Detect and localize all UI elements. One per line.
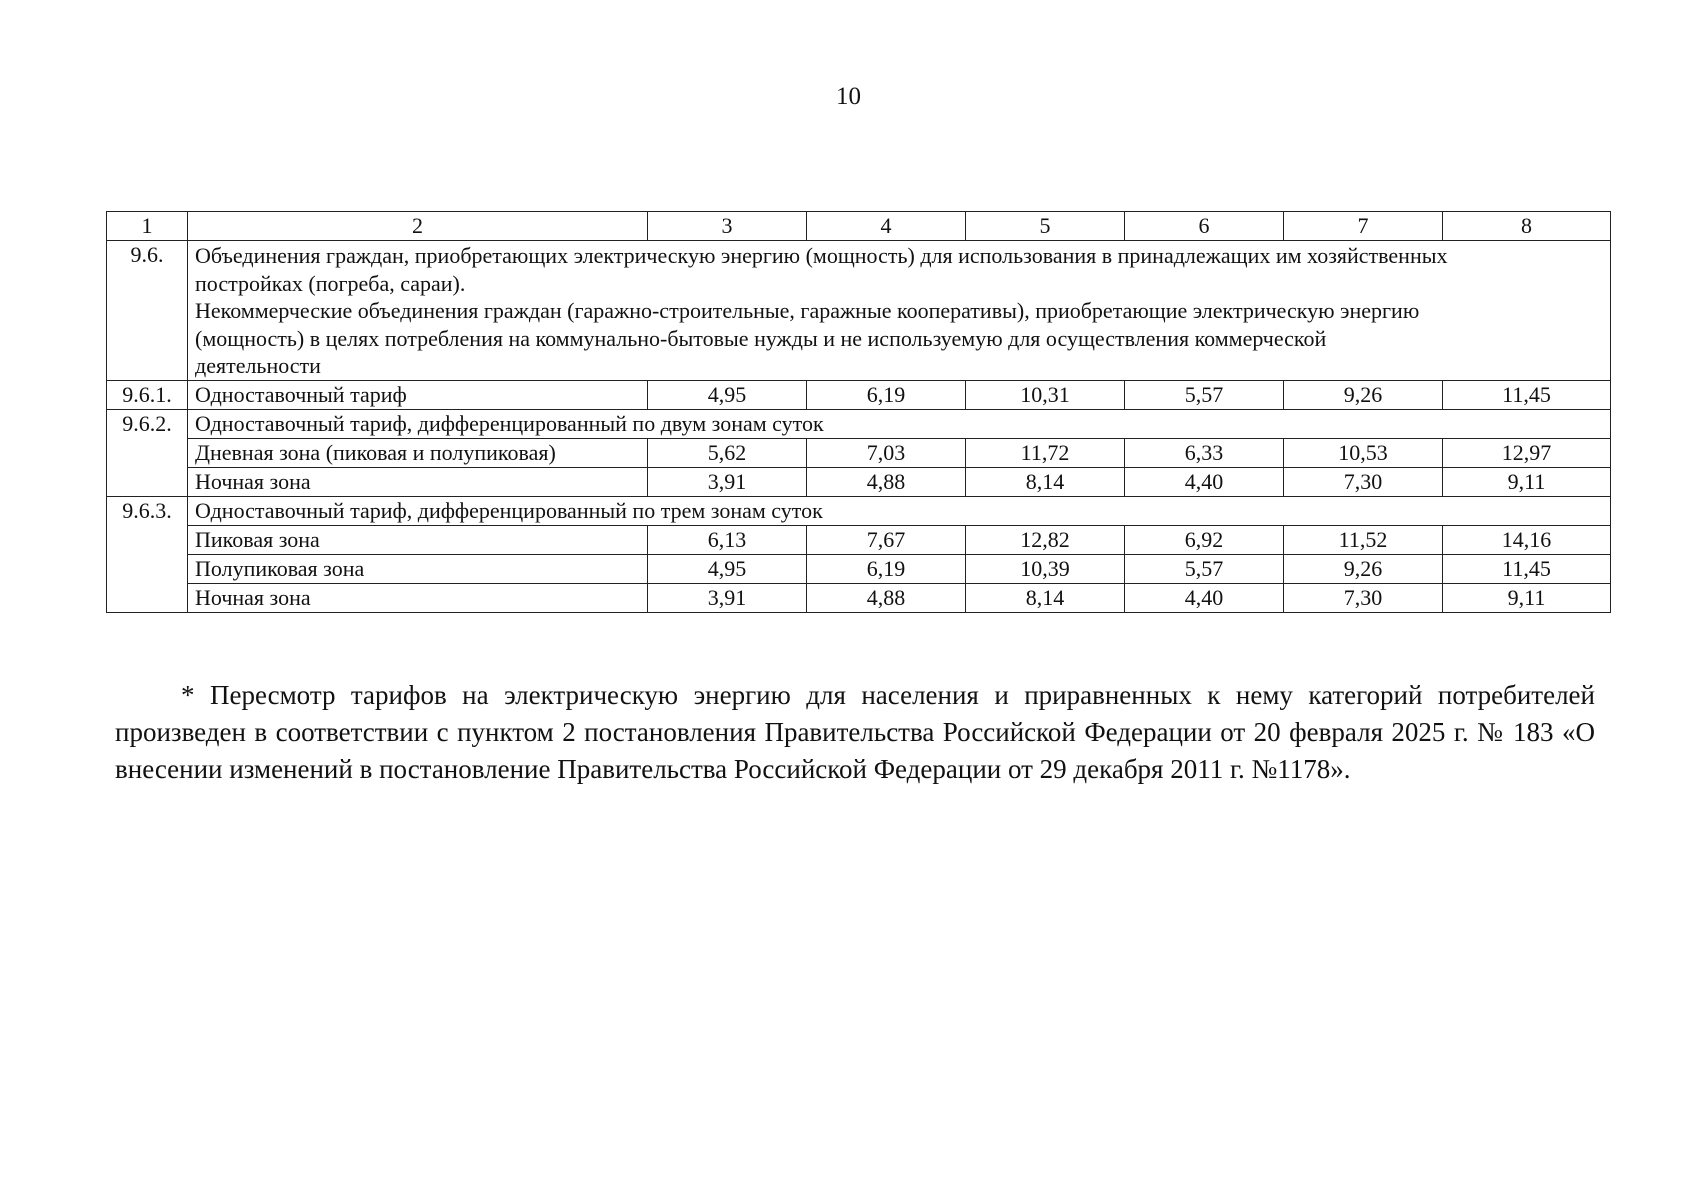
row-label: Пиковая зона [188, 525, 648, 554]
value-cell: 5,57 [1125, 554, 1284, 583]
page-number: 10 [836, 83, 861, 110]
column-header: 2 [188, 212, 648, 241]
value-cell: 12,97 [1443, 438, 1611, 467]
value-cell: 4,95 [648, 380, 807, 409]
value-cell: 8,14 [966, 467, 1125, 496]
table-row [107, 438, 1611, 467]
section-description [188, 241, 1611, 381]
description-line: Объединения граждан, приобретающих электрическую энергию (мощность) для использования в принадлежащих им хозяйственных [195, 243, 1448, 268]
column-header: 1 [107, 212, 188, 241]
row-label: Одноставочный тариф [188, 380, 648, 409]
value-cell: 7,30 [1284, 467, 1443, 496]
tariff-table [106, 211, 1611, 613]
value-cell: 8,14 [966, 583, 1125, 612]
section-row [107, 241, 1611, 381]
row-code: 9.6.1. [107, 380, 188, 409]
column-header: 6 [1125, 212, 1284, 241]
column-header: 4 [807, 212, 966, 241]
value-cell: 9,11 [1443, 583, 1611, 612]
value-cell: 4,40 [1125, 467, 1284, 496]
row-label: Ночная зона [188, 583, 648, 612]
description-line: Некоммерческие объединения граждан (гаражно-строительные, гаражные кооперативы), приобретающие электрическую энергию [195, 298, 1420, 323]
value-cell: 11,45 [1443, 554, 1611, 583]
table-row [107, 554, 1611, 583]
column-header: 8 [1443, 212, 1611, 241]
value-cell: 4,95 [648, 554, 807, 583]
value-cell: 5,57 [1125, 380, 1284, 409]
value-cell: 6,19 [807, 380, 966, 409]
value-cell: 9,11 [1443, 467, 1611, 496]
row-code: 9.6.2. [107, 409, 188, 496]
value-cell: 4,88 [807, 583, 966, 612]
table-row [107, 583, 1611, 612]
row-label: Дневная зона (пиковая и полупиковая) [188, 438, 648, 467]
table-row [107, 380, 1611, 409]
row-title: Одноставочный тариф, дифференцированный по трем зонам суток [188, 496, 1611, 525]
value-cell: 11,45 [1443, 380, 1611, 409]
table-row [107, 409, 1611, 438]
description-line: (мощность) в целях потребления на коммунально-бытовые нужды и не используемую для осуществления коммерческой [195, 325, 1327, 351]
row-label: Ночная зона [188, 467, 648, 496]
description-line: постройках (погреба, сараи). [195, 270, 466, 296]
row-label: Полупиковая зона [188, 554, 648, 583]
column-header: 7 [1284, 212, 1443, 241]
value-cell: 9,26 [1284, 554, 1443, 583]
value-cell: 6,13 [648, 525, 807, 554]
value-cell: 7,30 [1284, 583, 1443, 612]
value-cell: 4,88 [807, 467, 966, 496]
value-cell: 7,03 [807, 438, 966, 467]
value-cell: 14,16 [1443, 525, 1611, 554]
row-title: Одноставочный тариф, дифференцированный по двум зонам суток [188, 409, 1611, 438]
value-cell: 3,91 [648, 467, 807, 496]
value-cell: 12,82 [966, 525, 1125, 554]
table-row [107, 525, 1611, 554]
value-cell: 11,52 [1284, 525, 1443, 554]
value-cell: 4,40 [1125, 583, 1284, 612]
value-cell: 9,26 [1284, 380, 1443, 409]
value-cell: 5,62 [648, 438, 807, 467]
value-cell: 10,53 [1284, 438, 1443, 467]
value-cell: 6,33 [1125, 438, 1284, 467]
column-header: 3 [648, 212, 807, 241]
table-row [107, 496, 1611, 525]
footnote: * Пересмотр тарифов на электрическую энергию для населения и приравненных к нему категорий потребителей произведен в соответствии с пунктом 2 постановления Правительства Российской Федерации от 20 февраля 2025 г. № 183 «О внесении изменений в постановление Правительства Российской Федерации от 29 декабря 2011 г. №1178». [115, 680, 1595, 784]
table-row [107, 467, 1611, 496]
value-cell: 11,72 [966, 438, 1125, 467]
row-code: 9.6.3. [107, 496, 188, 612]
row-code: 9.6. [107, 241, 188, 381]
value-cell: 10,31 [966, 380, 1125, 409]
value-cell: 6,92 [1125, 525, 1284, 554]
value-cell: 10,39 [966, 554, 1125, 583]
column-header: 5 [966, 212, 1125, 241]
value-cell: 3,91 [648, 583, 807, 612]
value-cell: 6,19 [807, 554, 966, 583]
table-header-row [107, 212, 1611, 241]
description-line: деятельности [195, 353, 321, 378]
value-cell: 7,67 [807, 525, 966, 554]
